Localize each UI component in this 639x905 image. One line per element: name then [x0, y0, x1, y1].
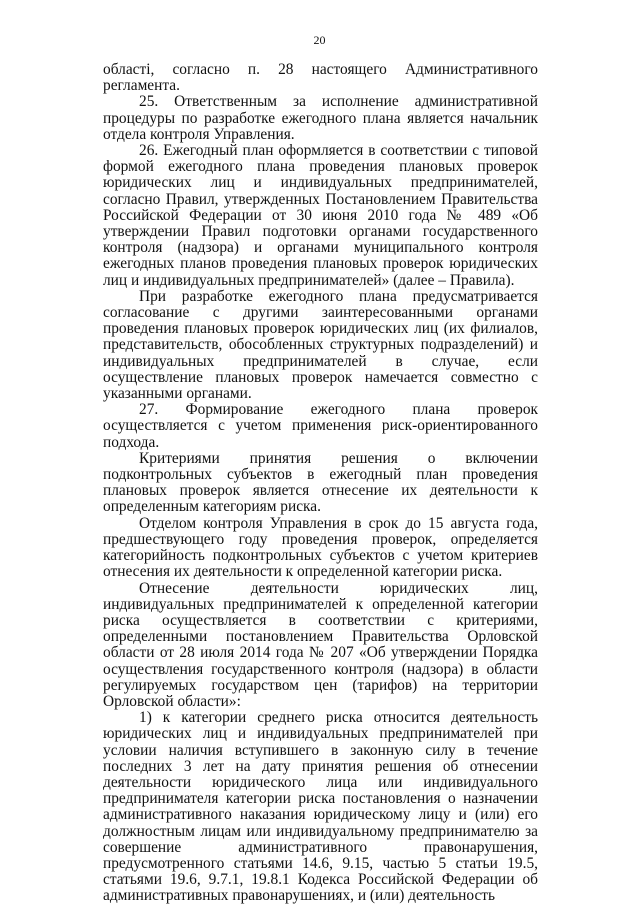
paragraph-control-department: Отделом контроля Управления в срок до 15 августа года, предшествующего году проведения проверок, определяется категорийность подконтрольных субъектов с учетом критериев отнесения их деятельности к определенной категории риска. [103, 514, 538, 581]
paragraph-26: 26. Ежегодный план оформляется в соответствии с типовой формой ежегодного плана проведения плановых проверок юридических лиц и индивидуальных предпринимателей, согласно Правил, утвержденных Постановлением Правительства Российской Федерации от 30 июня 2010 года № 489 «Об утверждении Правил подготовки органами государственного контроля (надзора) и органами муниципального контроля ежегодных планов проведения плановых проверок юридических лиц и индивидуальных предпринимателей» (далее – Правила). [103, 142, 538, 289]
paragraph-medium-risk: 1) к категории среднего риска относится деятельность юридических лиц и индивидуальных предпринимателей при условии наличия вступившего в законную силу в течение последних 3 лет на дату принятия решения об отнесении деятельности юридического лица или индивидуального предпринимателя категории риска постановления о назначении административного наказания юридическому лицу и (или) его должностным лицам или индивидуальному предпринимателю за совершение административного правонарушения, предусмотренного статьями 14.6, 9.15, частью 5 статьи 19.5, статьями 19.6, 9.7.1, 19.8.1 Кодекса Российской Федерации об административных правонарушениях, и (или) деятельность [103, 709, 538, 905]
paragraph-continuation: областi, согласно п. 28 настоящего Административного регламента. [103, 61, 538, 95]
paragraph-25: 25. Ответственным за исполнение административной процедуры по разработке ежегодного плана является начальник отдела контроля Управления. [103, 93, 538, 143]
paragraph-27: 27. Формирование ежегодного плана проверок осуществляется с учетом применения риск-ориентированного подхода. [103, 401, 538, 451]
paragraph-criteria: Критериями принятия решения о включении подконтрольных субъектов в ежегодный план проведения плановых проверок является отнесение их деятельности к определенным категориям риска. [103, 449, 538, 516]
page-number: 20 [313, 33, 326, 47]
paragraph-risk-assignment: Отнесение деятельности юридических лиц, индивидуальных предпринимателей к определенной категории риска осуществляется в соответствии с критериями, определенными постановлением Правительства Орловской области от 28 июля 2014 года № 207 «Об утверждении Порядка осуществления государственного контроля (надзора) в области регулируемых государством цен (тарифов) на территории Орловской области»: [103, 579, 538, 710]
paragraph-coordination: При разработке ежегодного плана предусматривается согласование с другими заинтересованными органами проведения плановых проверок юридических лиц (их филиалов, представительств, обособленных структурных подразделений) и индивидуальных предпринимателей в случае, если осуществление плановых проверок намечается совместно с указанными органами. [103, 287, 538, 403]
document-body [103, 62, 538, 905]
